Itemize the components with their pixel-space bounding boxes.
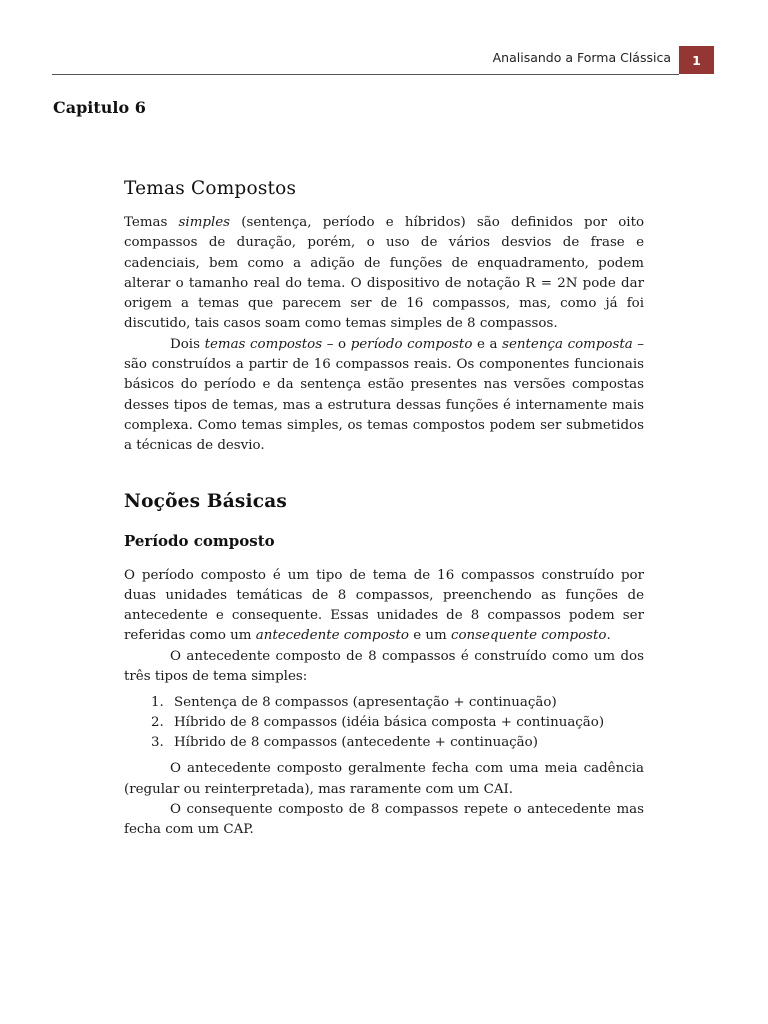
main-content (124, 178, 644, 841)
subsection-title-periodo-composto: Período composto (124, 531, 275, 550)
paragraph: O antecedente composto geralmente fecha com uma meia cadência (regular ou reinterpretada), mas raramente com um CAI. (124, 761, 644, 797)
list-item: 2. Híbrido de 8 compassos (idéia básica composta + continuação) (168, 713, 644, 733)
running-header-title: Analisando a Forma Clássica (492, 50, 671, 65)
paragraph: O período composto é um tipo de tema de 16 compassos construído por duas unidades temáticas de 8 compassos, preenchendo as funções de antecedente e consequente. Essas unidades de 8 compassos podem ser referidas como um antecedente composto e um consequente composto. (124, 567, 644, 644)
paragraph: O consequente composto de 8 compassos repete o antecedente mas fecha com um CAP. (124, 801, 644, 838)
page-number-badge: 1 (679, 46, 714, 74)
section-title-temas-compostos: Temas Compostos (124, 178, 297, 199)
header-divider (52, 74, 679, 75)
paragraph: O antecedente composto de 8 compassos é construído como um dos três tipos de tema simples: (124, 648, 644, 685)
numbered-list (124, 693, 644, 753)
paragraph: Dois temas compostos – o período composto e a sentença composta – são construídos a partir de 16 compassos reais. Os componentes funcionais básicos do período e da sentença estão presentes nas versões compostas desses tipos de temas, mas a estrutura dessas funções é internamente mais complexa. Como temas simples, os temas compostos podem ser submetidos a técnicas de desvio. (124, 336, 645, 454)
chapter-heading: Capitulo 6 (53, 98, 146, 117)
paragraph: Temas simples (sentença, período e híbridos) são definidos por oito compassos de duração, porém, o uso de vários desvios de frase e cadenciais, bem como a adição de funções de enquadramento, podem alterar o tamanho real do tema. O dispositivo de notação R = 2N pode dar origem a temas que parecem ser de 16 compassos, mas, como já foi discutido, tais casos soam como temas simples de 8 compassos. (124, 215, 645, 332)
section-title-nocoes-basicas: Noções Básicas (124, 490, 288, 512)
list-item: 3. Híbrido de 8 compassos (antecedente + continuação) (168, 733, 644, 753)
list-item: 1. Sentença de 8 compassos (apresentação + continuação) (168, 693, 644, 713)
